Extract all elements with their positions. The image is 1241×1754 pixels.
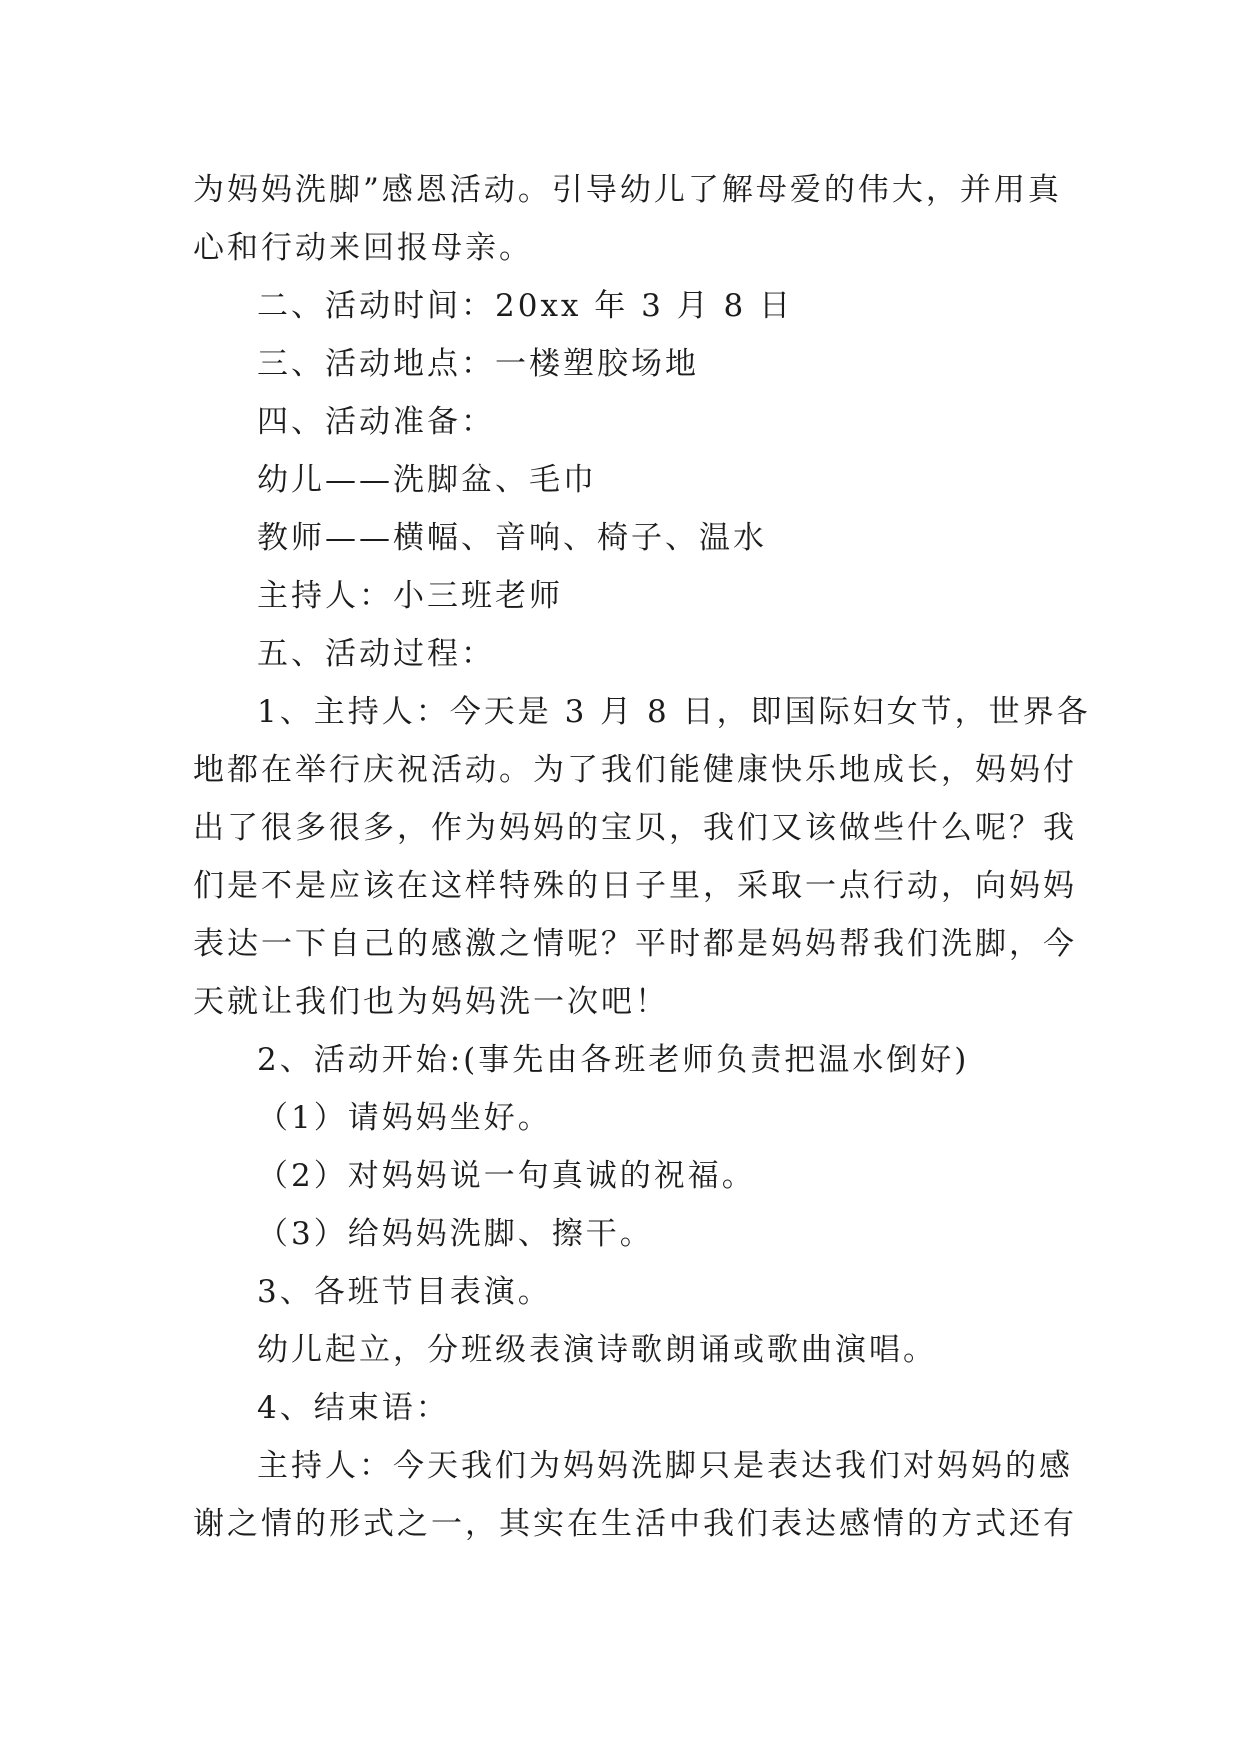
section-heading-time: 二、活动时间：20xx 年 3 月 8 日 <box>257 288 794 324</box>
text-line: 心和行动来回报母亲。 <box>193 230 533 266</box>
text-line: 地都在举行庆祝活动。为了我们能健康快乐地成长，妈妈付 <box>193 752 1077 788</box>
text-line: 2、活动开始:(事先由各班老师负责把温水倒好) <box>257 1042 970 1078</box>
text-line: 主持人：今天我们为妈妈洗脚只是表达我们对妈妈的感 <box>257 1448 1073 1484</box>
list-item: （1）请妈妈坐好。 <box>257 1100 552 1136</box>
section-heading-process: 五、活动过程： <box>257 636 495 672</box>
text-line: 幼儿——洗脚盆、毛巾 <box>257 462 597 498</box>
list-item: （2）对妈妈说一句真诚的祝福。 <box>257 1158 756 1194</box>
text-line: 3、各班节目表演。 <box>257 1274 552 1310</box>
text-line: 4、结束语： <box>257 1390 450 1426</box>
text-line: 主持人：小三班老师 <box>257 578 563 614</box>
text-line: 天就让我们也为妈妈洗一次吧！ <box>193 984 669 1020</box>
text-line: 为妈妈洗脚”感恩活动。引导幼儿了解母爱的伟大，并用真 <box>193 172 1062 208</box>
text-line: 教师——横幅、音响、椅子、温水 <box>257 520 767 556</box>
document-body <box>193 161 1091 1553</box>
text-line: 1、主持人：今天是 3 月 8 日，即国际妇女节，世界各 <box>257 694 1091 730</box>
section-heading-place: 三、活动地点：一楼塑胶场地 <box>257 346 699 382</box>
text-line: 们是不是应该在这样特殊的日子里，采取一点行动，向妈妈 <box>193 868 1077 904</box>
section-heading-preparation: 四、活动准备： <box>257 404 495 440</box>
text-line: 表达一下自己的感激之情呢？平时都是妈妈帮我们洗脚，今 <box>193 926 1077 962</box>
list-item: （3）给妈妈洗脚、擦干。 <box>257 1216 654 1252</box>
text-line: 出了很多很多，作为妈妈的宝贝，我们又该做些什么呢？我 <box>193 810 1077 846</box>
text-line: 谢之情的形式之一，其实在生活中我们表达感情的方式还有 <box>193 1506 1077 1542</box>
text-line: 幼儿起立，分班级表演诗歌朗诵或歌曲演唱。 <box>257 1332 937 1368</box>
